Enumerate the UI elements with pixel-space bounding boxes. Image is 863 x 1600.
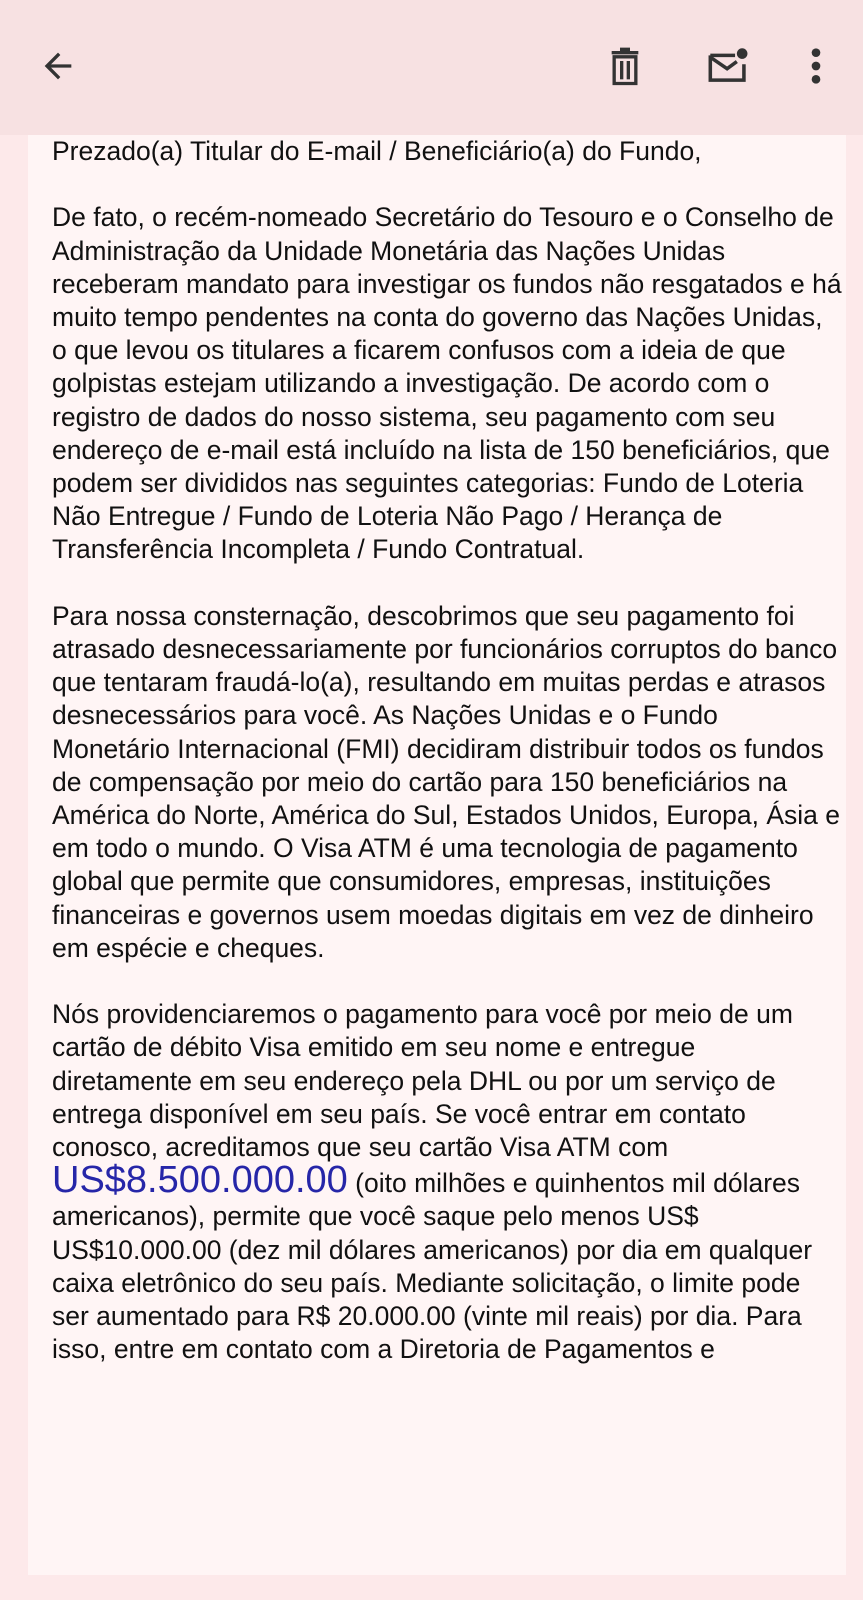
highlighted-amount: US$8.500.000.00 — [52, 1159, 348, 1202]
top-app-bar — [0, 0, 863, 135]
arrow-left-icon — [38, 46, 78, 86]
email-body — [52, 135, 842, 1400]
more-vert-icon — [809, 46, 823, 86]
back-button[interactable] — [30, 38, 86, 94]
email-body-container — [28, 135, 846, 1575]
email-text: (oito milhões e quinhentos mil dólares americanos), permite que você saque pelo menos US$ US$10.000.00 (dez mil dólares americanos) por dia em qualquer caixa eletrônico do seu país. Mediante solicitação, o limite pode ser aumentado para R$ 20.000.00 (vinte mil reais) por dia. Para isso, entre em contato com a Diretoria de Pagamentos e — [52, 1168, 813, 1365]
delete-button[interactable] — [597, 38, 653, 94]
more-options-button[interactable] — [788, 38, 844, 94]
email-paragraph: Para nossa consternação, descobrimos que seu pagamento foi atrasado desnecessariamente por funcionários corruptos do banco que tentaram fraudá-lo(a), resultando em muitas perdas e atrasos desnecessários para você. As Nações Unidas e o Fundo Monetário Internacional (FMI) decidiram distribuir todos os fundos de compensação por meio do cartão para 150 beneficiários na América do Norte, América do Sul, Estados Unidos, Europa, Ásia e em todo o mundo. O Visa ATM é uma tecnologia de pagamento global que permite que consumidores, empresas, instituições financeiras e governos usem moedas digitais em vez de dinheiro em espécie e cheques. — [52, 600, 841, 963]
email-text: Nós providenciaremos o pagamento para você por meio de um cartão de débito Visa emitido em seu nome e entregue diretamente em seu endereço pela DHL ou por um serviço de entrega disponível em seu país. Se você entrar em contato conosco, acreditamos que seu cartão Visa ATM com — [52, 999, 793, 1163]
email-paragraph — [52, 998, 842, 1366]
mark-unread-button[interactable] — [700, 38, 756, 94]
email-greeting: Prezado(a) Titular do E-mail / Beneficiário(a) do Fundo, — [52, 136, 702, 166]
mail-unread-icon — [705, 46, 751, 86]
email-paragraph: De fato, o recém-nomeado Secretário do Tesouro e o Conselho de Administração da Unidade Monetária das Nações Unidas receberam mandato para investigar os fundos não resgatados e há muito tempo pendentes na conta do governo das Nações Unidas, o que levou os titulares a ficarem confusos com a ideia de que golpistas estejam utilizando a investigação. De acordo com o registro de dados do nosso sistema, seu pagamento com seu endereço de e-mail está incluído na lista de 150 beneficiários, que podem ser divididos nas seguintes categorias: Fundo de Loteria Não Entregue / Fundo de Loteria Não Pago / Herança de Transferência Incompleta / Fundo Contratual. — [52, 202, 842, 565]
trash-icon — [605, 44, 645, 88]
